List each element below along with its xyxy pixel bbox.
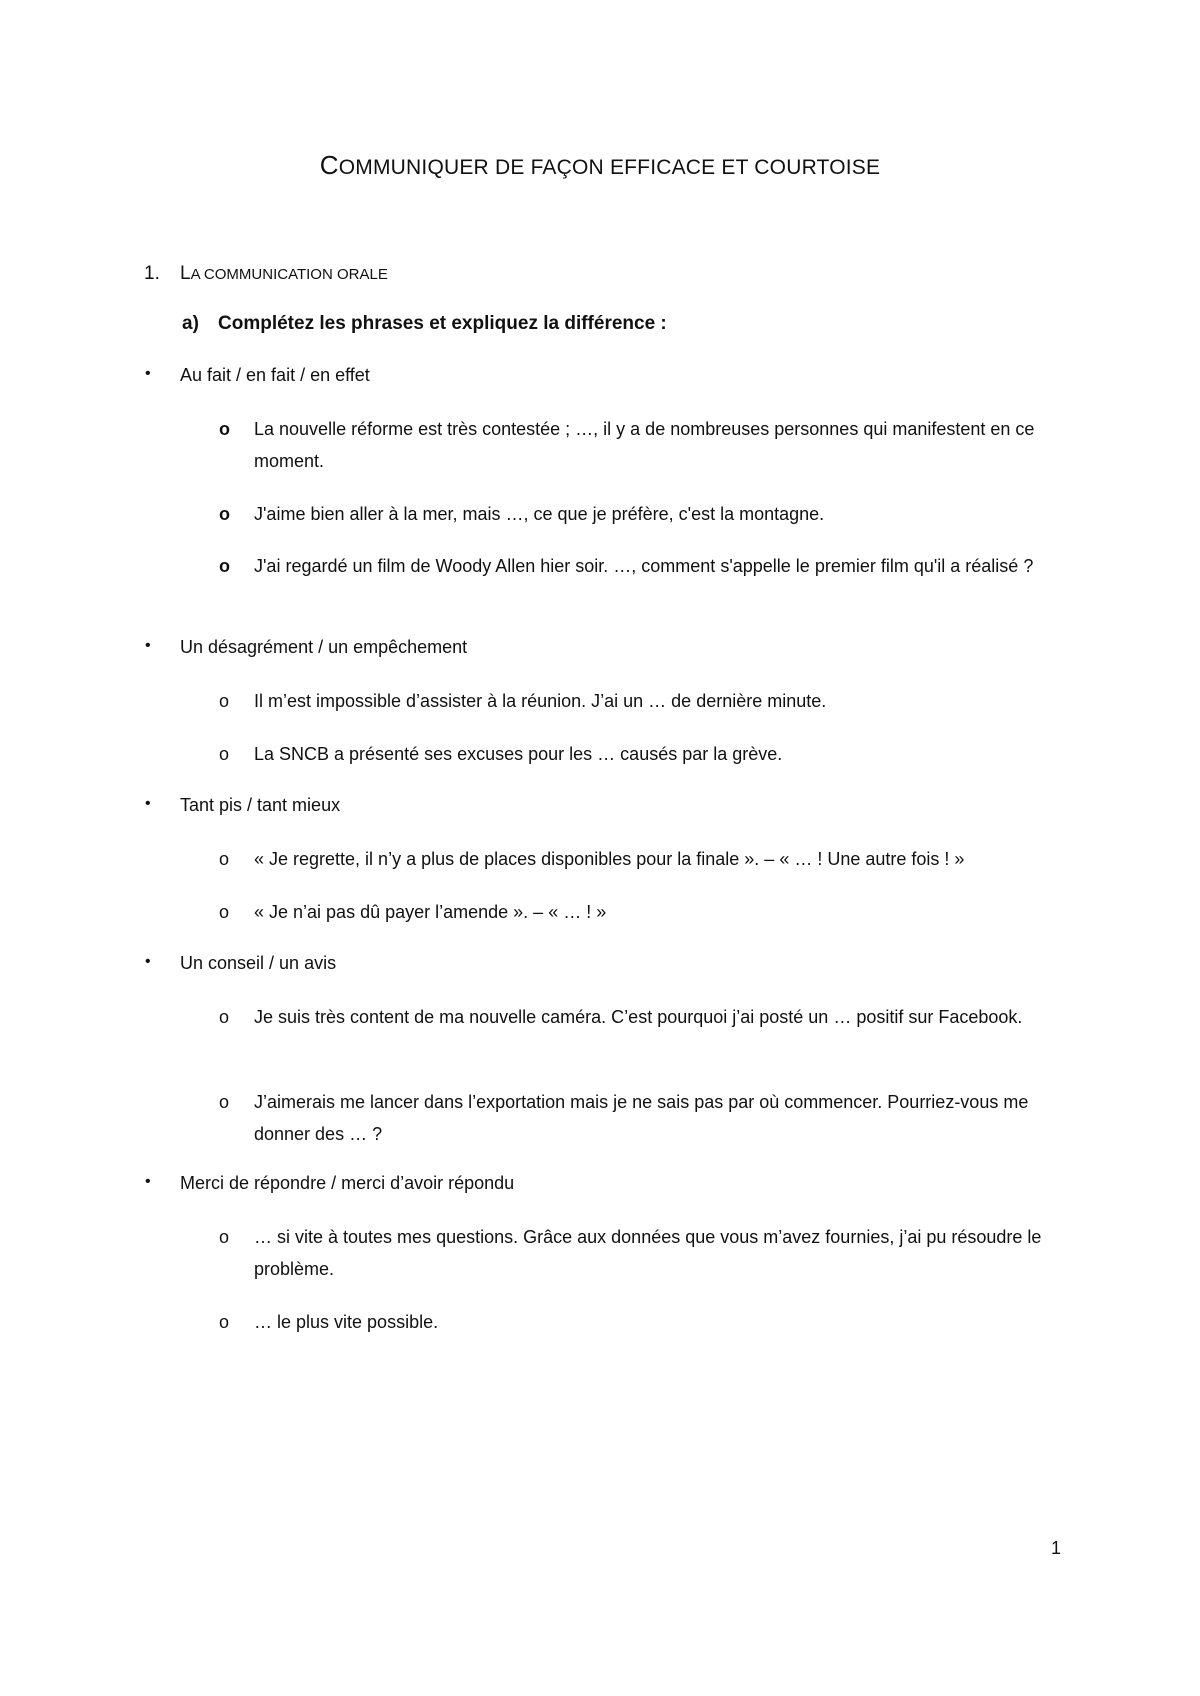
bullet-item xyxy=(145,953,337,974)
bullet-label: Un désagrément / un empêchement xyxy=(180,637,468,657)
subsection-text: Complétez les phrases et expliquez la différence : xyxy=(218,313,667,334)
bullet-item xyxy=(145,1173,515,1194)
sub-item-text: Il m’est impossible d’assister à la réunion. J’ai un … de dernière minute. xyxy=(254,691,827,711)
sub-item xyxy=(219,685,1074,717)
sub-item xyxy=(219,896,1074,928)
sub-item xyxy=(219,413,1074,477)
bullet-dot-icon: • xyxy=(145,1173,151,1190)
sub-item-text: Je suis très content de ma nouvelle caméra. C’est pourquoi j’ai posté un … positif sur Facebook. xyxy=(254,1007,1023,1027)
sub-item-text: J’aimerais me lancer dans l’exportation mais je ne sais pas par où commencer. Pourriez-vous me donner des … ? xyxy=(254,1092,1029,1144)
sub-bullet-icon: o xyxy=(219,1312,230,1332)
sub-item-text: La nouvelle réforme est très contestée ; …, il y a de nombreuses personnes qui manifestent en ce moment. xyxy=(254,419,1035,471)
subsection-heading xyxy=(182,313,667,335)
sub-item-text: … si vite à toutes mes questions. Grâce aux données que vous m’avez fournies, j’ai pu résoudre le problème. xyxy=(254,1227,1042,1279)
bullet-label: Tant pis / tant mieux xyxy=(180,795,341,815)
sub-item xyxy=(219,1221,1074,1285)
bullet-label: Merci de répondre / merci d’avoir répondu xyxy=(180,1173,515,1193)
bullet-label: Au fait / en fait / en effet xyxy=(180,365,370,385)
sub-item xyxy=(219,738,1074,770)
sub-item xyxy=(219,1001,1074,1033)
sub-item-text: … le plus vite possible. xyxy=(254,1312,439,1332)
sub-bullet-icon: o xyxy=(219,556,230,576)
section-heading xyxy=(144,263,388,285)
sub-item-text: J'aime bien aller à la mer, mais …, ce que je préfère, c'est la montagne. xyxy=(254,504,825,524)
sub-item xyxy=(219,843,1074,875)
bullet-dot-icon: • xyxy=(145,953,151,970)
sub-bullet-icon: o xyxy=(219,902,230,922)
sub-item xyxy=(219,550,1074,582)
sub-bullet-icon: o xyxy=(219,504,230,524)
section-initial: L xyxy=(180,263,191,284)
subsection-marker: a) xyxy=(182,313,199,334)
sub-item xyxy=(219,1086,1074,1150)
section-number: 1. xyxy=(144,263,160,284)
document-title xyxy=(0,150,1200,181)
bullet-item xyxy=(145,795,341,816)
sub-bullet-icon: o xyxy=(219,1007,230,1027)
sub-bullet-icon: o xyxy=(219,419,230,439)
sub-bullet-icon: o xyxy=(219,849,230,869)
bullet-item xyxy=(145,637,468,658)
sub-bullet-icon: o xyxy=(219,1227,230,1247)
title-rest: OMMUNIQUER DE FAÇON EFFICACE ET COURTOISE xyxy=(338,156,881,179)
sub-item-text: « Je n’ai pas dû payer l’amende ». – « … ! » xyxy=(254,902,607,922)
sub-bullet-icon: o xyxy=(219,1092,230,1112)
sub-bullet-icon: o xyxy=(219,744,230,764)
sub-item xyxy=(219,1306,1074,1338)
sub-item-text: « Je regrette, il n’y a plus de places disponibles pour la finale ». – « … ! Une autre fois ! » xyxy=(254,849,965,869)
bullet-label: Un conseil / un avis xyxy=(180,953,337,973)
page-number: 1 xyxy=(1051,1538,1062,1558)
sub-item-text: J'ai regardé un film de Woody Allen hier soir. …, comment s'appelle le premier film qu'il a réalisé ? xyxy=(254,556,1034,576)
sub-bullet-icon: o xyxy=(219,691,230,711)
bullet-item xyxy=(145,365,370,386)
sub-item-text: La SNCB a présenté ses excuses pour les … causés par la grève. xyxy=(254,744,783,764)
bullet-dot-icon: • xyxy=(145,365,151,382)
bullet-dot-icon: • xyxy=(145,637,151,654)
bullet-dot-icon: • xyxy=(145,795,151,812)
title-initial: C xyxy=(319,150,339,180)
section-title-rest: A COMMUNICATION ORALE xyxy=(190,266,388,283)
sub-item xyxy=(219,498,1074,530)
